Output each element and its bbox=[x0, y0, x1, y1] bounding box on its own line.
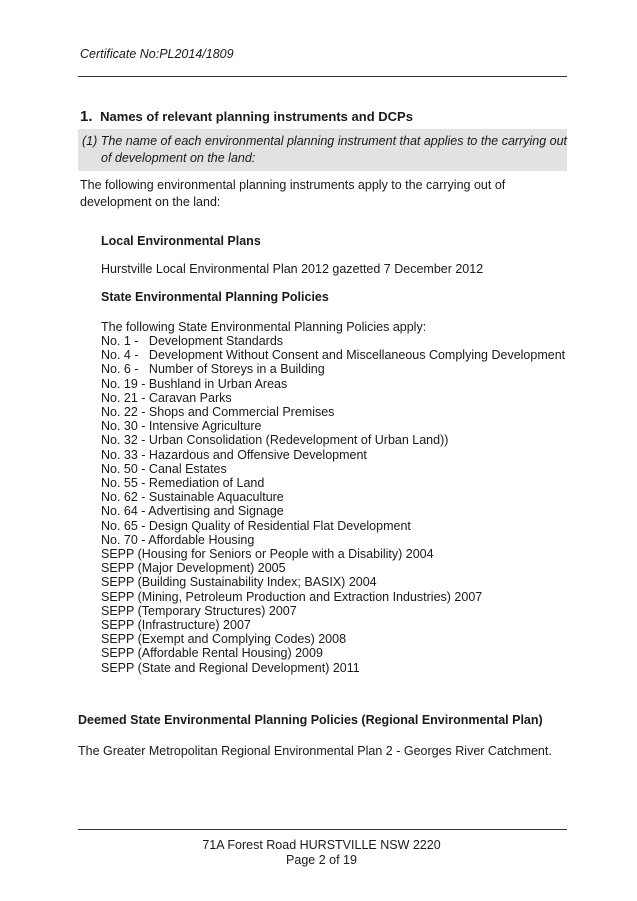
sepp-item: SEPP (Exempt and Complying Codes) 2008 bbox=[101, 632, 347, 647]
section-number: 1. bbox=[80, 108, 93, 125]
question-box bbox=[78, 129, 567, 171]
sepp-item: No. 22 - Shops and Commercial Premises bbox=[101, 405, 335, 420]
footer-address: 71A Forest Road HURSTVILLE NSW 2220 bbox=[202, 838, 441, 852]
sepp-item: No. 30 - Intensive Agriculture bbox=[101, 419, 262, 434]
question-line-1: (1) The name of each environmental planning instrument that applies to the carrying out bbox=[82, 134, 567, 148]
section-title: Names of relevant planning instruments and DCPs bbox=[100, 109, 413, 124]
sepp-item: SEPP (Temporary Structures) 2007 bbox=[101, 603, 297, 618]
sepp-item: No. 1 - Development Standards bbox=[101, 334, 284, 348]
question-line-2: of development on the land: bbox=[101, 151, 256, 165]
sepp-item: No. 50 - Canal Estates bbox=[101, 461, 227, 476]
sepp-item: No. 6 - Number of Storeys in a Building bbox=[101, 362, 325, 377]
deemed-text: The Greater Metropolitan Regional Environmental Plan 2 - Georges River Catchment. bbox=[78, 744, 552, 758]
sepp-heading: State Environmental Planning Policies bbox=[101, 290, 329, 304]
instruments-intro: The following environmental planning instruments apply to the carrying out of development on the land: bbox=[80, 178, 506, 209]
sepp-item: No. 33 - Hazardous and Offensive Development bbox=[101, 447, 367, 462]
header-divider bbox=[78, 76, 567, 77]
sepp-item: SEPP (Major Development) 2005 bbox=[101, 561, 286, 576]
sepp-item: SEPP (Mining, Petroleum Production and Extraction Industries) 2007 bbox=[101, 589, 483, 604]
footer bbox=[0, 838, 637, 868]
sepp-item: SEPP (Infrastructure) 2007 bbox=[101, 618, 251, 633]
sepp-item: SEPP (Affordable Rental Housing) 2009 bbox=[101, 646, 323, 661]
sepp-item: No. 32 - Urban Consolidation (Redevelopment of Urban Land)) bbox=[101, 433, 449, 448]
sepp-item: SEPP (State and Regional Development) 2011 bbox=[101, 660, 360, 675]
sepp-item: No. 70 - Affordable Housing bbox=[101, 532, 255, 547]
sepp-item: No. 4 - Development Without Consent and Miscellaneous Complying Development bbox=[101, 348, 566, 363]
footer-page-number: Page 2 of 19 bbox=[286, 853, 357, 867]
lep-heading: Local Environmental Plans bbox=[101, 234, 261, 248]
sepp-item: No. 19 - Bushland in Urban Areas bbox=[101, 376, 288, 391]
sepp-intro: The following State Environmental Planning Policies apply: bbox=[101, 320, 427, 334]
certificate-number: Certificate No:PL2014/1809 bbox=[80, 47, 234, 61]
sepp-item: No. 21 - Caravan Parks bbox=[101, 390, 232, 405]
sepp-item: SEPP (Building Sustainability Index; BASIX) 2004 bbox=[101, 575, 377, 590]
sepp-item: No. 62 - Sustainable Aquaculture bbox=[101, 490, 284, 505]
deemed-heading: Deemed State Environmental Planning Policies (Regional Environmental Plan) bbox=[78, 713, 543, 727]
footer-divider bbox=[78, 829, 567, 830]
lep-text: Hurstville Local Environmental Plan 2012 gazetted 7 December 2012 bbox=[101, 262, 484, 276]
sepp-item: No. 55 - Remediation of Land bbox=[101, 476, 265, 491]
sepp-item: No. 65 - Design Quality of Residential Flat Development bbox=[101, 518, 411, 533]
section-heading bbox=[80, 108, 413, 125]
sepp-item: No. 64 - Advertising and Signage bbox=[101, 504, 284, 519]
sepp-item: SEPP (Housing for Seniors or People with a Disability) 2004 bbox=[101, 547, 434, 562]
sepp-list bbox=[101, 334, 565, 675]
